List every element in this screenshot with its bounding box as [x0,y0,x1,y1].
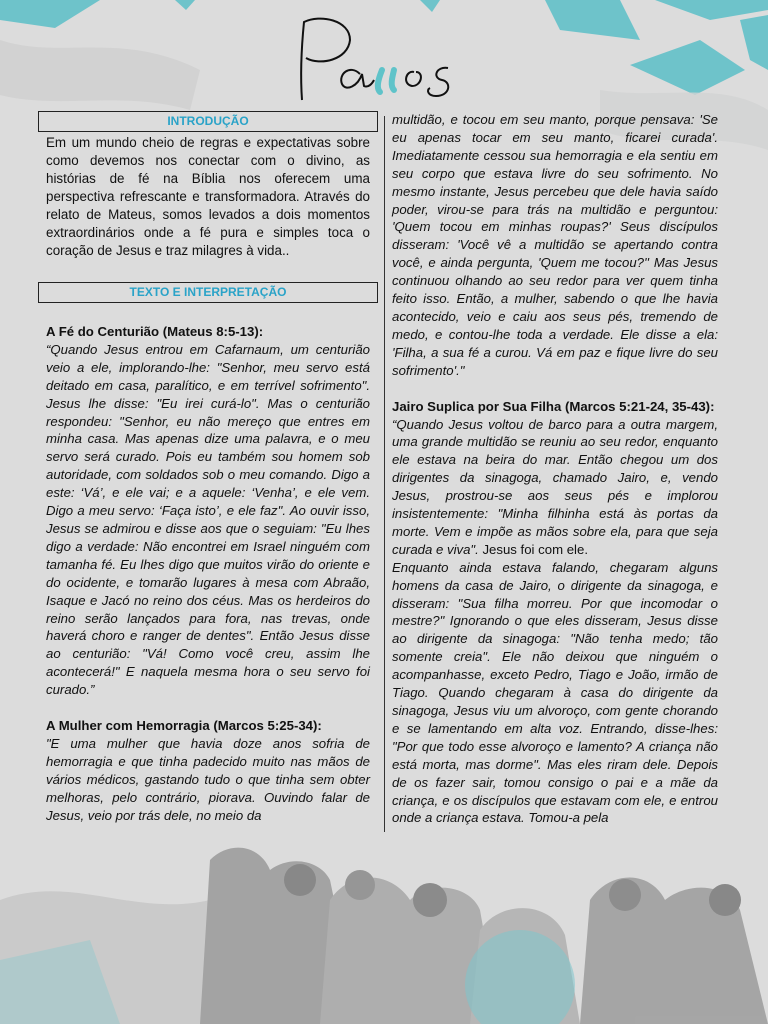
hemorragia-text-left: "E uma mulher que havia doze anos sofria de hemorragia e que tinha padecido muito nas mãos de vários médicos, gastando tudo o que tinha sem obter melhoras, pelo contrário, piorava. Ouvindo falar de Jesus, veio por trás dele, no meio da [46,735,370,823]
intro-text: Em um mundo cheio de regras e expectativas sobre como devemos nos conectar com o divino, as histórias de fé na Bíblia nos oferecem uma perspectiva refrescante e transformadora. Através do relato de Mateus, somos levados a dois momentos extraordinários onde a fé pura e simples toca o coração de Jesus e traz milagres à vida.. [46,135,370,258]
centuriao-text: “Quando Jesus entrou em Cafarnaum, um centurião veio a ele, implorando-lhe: "Senhor, meu servo está deitado em casa, paralítico, e em terrível sofrimento". Jesus lhe disse: "Eu irei curá-lo". Mas o centurião respondeu: "Senhor, eu não mereço que entres em minha casa. Mas apenas dize uma palavra, e o meu servo será curado. Pois eu também sou homem sob autoridade, com soldados sob o meu comando. Digo a este: ‘Vá’, e ele vai; e a aquele: ‘Venha’, e ele vem. Digo a meu servo: ‘Faça isto’, e ele faz". Ao ouvir isso, Jesus se admirou e disse aos que o seguiam: "Eu lhes digo a verdade: Não encontrei em Israel ninguém com tamanha fé. Eu lhes digo que muitos virão do oriente e do ocidente, e tomarão lugares à mesa com Abraão, Isaque e Jacó no reino dos céus. Mas os herdeiros do reino serão lançados para fora, nas trevas, onde haverá choro e ranger de dentes". Então Jesus disse ao centurião: "Vá! Como você creu, assim lhe acontecerá!" E naquela mesma hora o seu servo foi curado.” [46,341,370,698]
hemorragia-text-right: multidão, e tocou em seu manto, porque pensava: 'Se eu apenas tocar em seu manto, ficarei curada'. Imediatamente cessou sua hemorragia e ela sentiu em seu corpo que estava livre do seu sofrimento. No mesmo instante, Jesus percebeu que dele havia saído poder, virou-se para trás na multidão e perguntou: 'Quem tocou em minhas roupas?' Seus discípulos disseram: 'Você vê a multidão se apertando contra você, e ainda pergunta, 'Quem me tocou?'' Mas Jesus continuou olhando ao seu redor para ver quem tinha feito isso. Então, a mulher, sabendo o que lhe havia acontecido, veio e caiu aos seus pés, tremendo de medo, e contou-lhe toda a verdade. Ele disse a ela: 'Filha, a sua fé a curou. Vá em paz e fique livre do seu sofrimento'." [392,112,718,378]
jairo-title: Jairo Suplica por Sua Filha (Marcos 5:21-24, 35-43): [392,398,715,414]
jairo-text-b: Jesus foi com ele. [478,541,588,557]
centuriao-section [38,323,378,824]
left-column [38,111,378,824]
jairo-text-c: Enquanto ainda estava falando, chegaram alguns homens da casa de Jairo, o dirigente da sinagoga, e disseram: "Sua filha morreu. Por que incomodar o mestre?" Ignorando o que eles disseram, Jesus disse ao dirigente da sinagoga: "Não tenha medo; tão somente creia". Ele não deixou que ninguém o acompanhasse, exceto Pedro, Tiago e João, irmão de Tiago. Quando chegaram à casa do dirigente da sinagoga, Jesus viu um alvoroço, com gente chorando e se lamentando em alta voz. Entrando, disse-lhes: "Por que todo esse alvoroço e lamento? A criança não está morta, mas dorme". Mas eles riram dele. Depois de os fazer sair, tomou consigo o pai e a mãe da criança, e os discípulos que estavam com ele, e entrou onde a criança estava. Tomou-a pela [392,559,718,826]
column-divider [384,116,385,832]
logo [290,12,460,104]
centuriao-title: A Fé do Centurião (Mateus 8:5-13): [46,324,264,339]
texto-heading: TEXTO E INTERPRETAÇÃO [38,282,378,303]
intro-heading: INTRODUÇÃO [38,111,378,132]
jairo-text-a: “Quando Jesus voltou de barco para a outra margem, uma grande multidão se reuniu ao seu redor, enquanto ele estava na beira do mar. Então chegou um dos dirigentes da sinagoga, chamado Jairo, e, vendo Jesus, prostrou-se aos seus pés e implorou insistentemente: "Minha filhinha está às portas da morte. Vem e impõe as mãos sobre ela, para que seja curada e viva". [392,416,718,557]
logo-script-icon [290,12,460,104]
jairo-text [392,416,718,828]
hemorragia-title: A Mulher com Hemorragia (Marcos 5:25-34): [46,718,322,734]
right-column [392,111,718,827]
